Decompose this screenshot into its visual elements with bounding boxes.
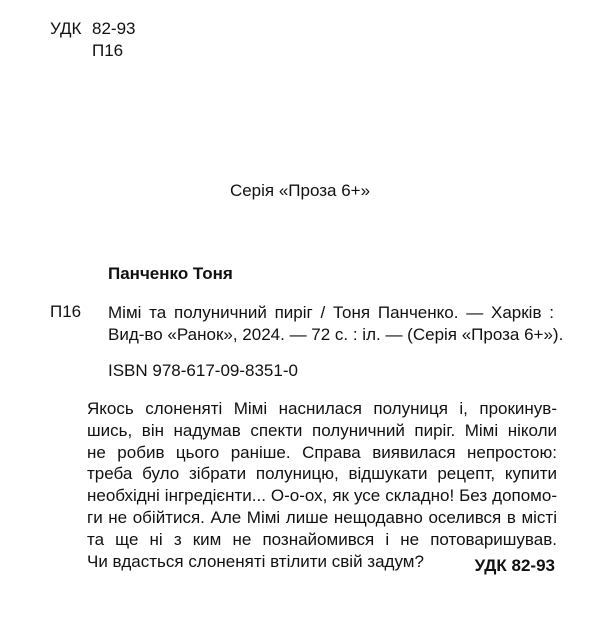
udk-row — [50, 18, 135, 40]
author-name: Панченко Тоня — [108, 264, 233, 283]
udk-label: УДК — [50, 19, 82, 38]
annotation-line: ги не обійтися. Але Мімі лише нещодавно оселився в місті — [87, 507, 557, 527]
annotation-line: шись, він надумав спекти полуничний пиріг. Мімі ніколи — [87, 420, 557, 440]
annotation-line: необхідні інгредієнти... О-о-ох, як усе складно! Без допомо- — [87, 486, 557, 506]
annotation — [87, 398, 557, 572]
author-sign-row — [50, 40, 135, 62]
series-title: Серія «Проза 6+» — [229, 181, 371, 200]
udk-header — [50, 18, 135, 62]
description-line: Мімі та полуничний пиріг / Тоня Панченко. — Харків : — [108, 303, 554, 322]
bibliographic-description — [108, 302, 564, 346]
udk-footer: УДК 82-93 — [474, 556, 555, 575]
isbn: ISBN 978-617-09-8351-0 — [108, 361, 298, 380]
description-line: Вид-во «Ранок», 2024. — 72 с. : іл. — (Серія «Проза 6+»). — [108, 325, 564, 344]
author-sign: П16 — [92, 41, 124, 60]
annotation-line: не робив цього раніше. Справа виявилася непростою: — [87, 442, 557, 462]
udk-code: 82-93 — [92, 19, 136, 38]
annotation-line: та ще ні з ким не познайомився і не потоваришував. — [87, 529, 557, 549]
annotation-line: треба було зібрати полуницю, відшукати рецепт, купити — [87, 464, 557, 484]
record-author-sign: П16 — [50, 302, 82, 321]
annotation-line: Чи вдасться слоненяті втілити свій задум? — [87, 551, 424, 571]
annotation-line: Якось слоненяті Мімі наснилася полуниця і, прокинув- — [87, 399, 557, 418]
